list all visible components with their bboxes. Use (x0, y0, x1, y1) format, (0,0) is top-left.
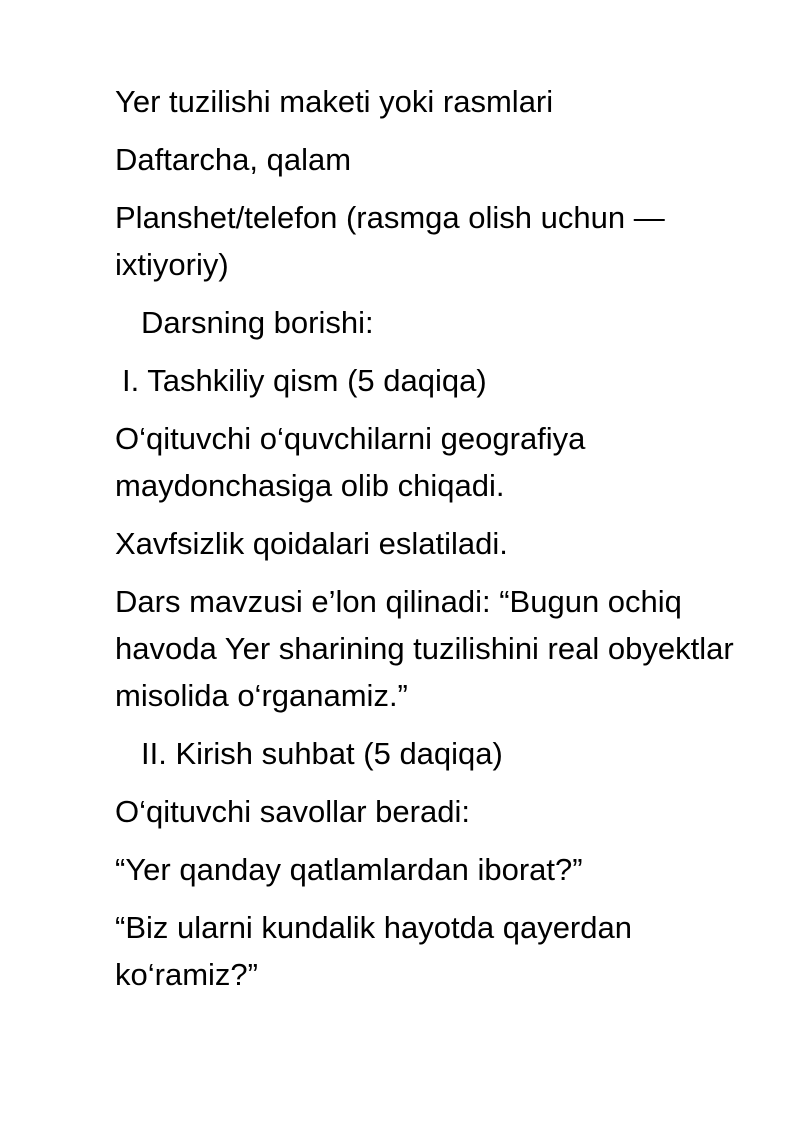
paragraph-question-1: “Yer qanday qatlamlardan iborat?” (115, 852, 583, 887)
heading-section-2: II. Kirish suhbat (5 daqiqa) (141, 736, 503, 771)
paragraph-materials-tablet: Planshet/telefon (rasmga olish uchun — ixtiyoriy) (115, 200, 665, 282)
paragraph-question-2: “Biz ularni kundalik hayotda qayerdan ko‘ramiz?” (115, 910, 632, 992)
paragraph-section-1-step-2: Xavfsizlik qoidalari eslatiladi. (115, 526, 508, 561)
paragraph-section-1-step-1: O‘qituvchi o‘quvchilarni geografiya maydonchasiga olib chiqadi. (115, 421, 586, 503)
paragraph-materials-model: Yer tuzilishi maketi yoki rasmlari (115, 84, 554, 119)
paragraph-section-2-intro: O‘qituvchi savollar beradi: (115, 794, 470, 829)
document-body (115, 78, 735, 1009)
paragraph-materials-notebook: Daftarcha, qalam (115, 142, 352, 177)
heading-section-1: I. Tashkiliy qism (5 daqiqa) (122, 363, 487, 398)
heading-lesson-progress: Darsning borishi: (141, 305, 374, 340)
paragraph-section-1-step-3: Dars mavzusi e’lon qilinadi: “Bugun ochiq havoda Yer sharining tuzilishini real obyektlar misolida o‘rganamiz.” (115, 584, 734, 713)
